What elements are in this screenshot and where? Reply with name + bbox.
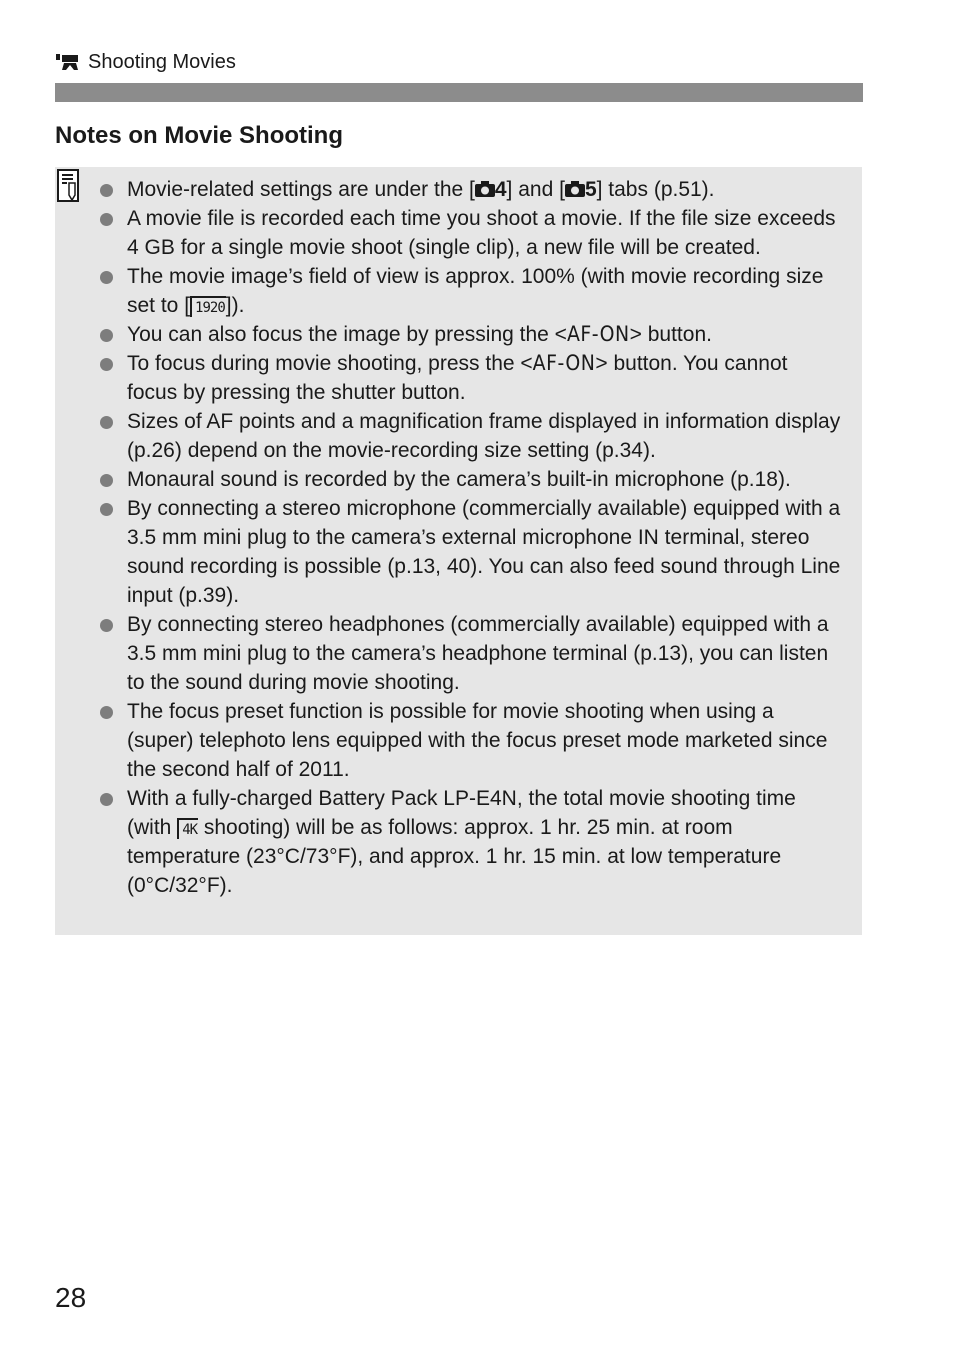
bullet [100,213,113,226]
header-rule [55,83,863,102]
bullet [100,329,113,342]
camera-tab-icon [565,181,585,197]
running-head [56,50,236,74]
list-item: To focus during movie shooting, press the <AF-ON> button. You cannot focus by pressing the shutter button. [127,349,843,407]
movie-size-4k-icon: 4K [177,818,198,839]
list-item: A movie file is recorded each time you shoot a movie. If the file size exceeds 4 GB for a single movie shoot (single clip), a new file will be created. [127,204,843,262]
tab-number: 4 [494,178,507,201]
af-on-button-label: AF-ON [566,322,630,346]
bullet [100,503,113,516]
bullet [100,184,113,197]
movie-camera-icon [56,53,80,71]
bullet [100,358,113,371]
list-item: The focus preset function is possible for movie shooting when using a (super) telephoto lens equipped with the focus preset mode marketed since the second half of 2011. [127,697,843,784]
page-number: 28 [55,1282,87,1313]
note-list [127,175,843,900]
bullet [100,793,113,806]
list-item: By connecting a stereo microphone (commercially available) equipped with a 3.5 mm mini plug to the camera’s external microphone IN terminal, stereo sound recording is possible (p.13, 40). You can also feed sound through Line input (p.39). [127,494,843,610]
tab-number: 5 [584,178,597,201]
list-item: The movie image’s field of view is approx. 100% (with movie recording size set to [ 1920]). [127,262,843,320]
bullet [100,619,113,632]
list-item: By connecting stereo headphones (commercially available) equipped with a 3.5 mm mini plug to the camera’s headphone terminal (p.13), you can listen to the sound during movie shooting. [127,610,843,697]
bullet [100,706,113,719]
list-item: You can also focus the image by pressing the <AF-ON> button. [127,320,843,349]
movie-size-1920-icon: 1920 [190,296,226,317]
section-label: Shooting Movies [88,51,236,73]
list-item: Sizes of AF points and a magnification frame displayed in information display (p.26) depend on the movie-recording size setting (p.34). [127,407,843,465]
bullet [100,416,113,429]
page-title: Notes on Movie Shooting [55,122,343,149]
camera-tab-icon [475,181,495,197]
af-on-button-label: AF-ON [532,351,596,375]
bullet [100,271,113,284]
bullet [100,474,113,487]
note-box [55,167,862,935]
memo-icon [57,169,81,203]
list-item: Movie-related settings are under the [ 4] and [ 5] tabs (p.51). [127,175,843,204]
list-item: Monaural sound is recorded by the camera’s built-in microphone (p.18). [127,465,843,494]
list-item: With a fully-charged Battery Pack LP-E4N, the total movie shooting time (with 4K shooting) will be as follows: approx. 1 hr. 25 min. at room temperature (23°C/73°F), and approx. 1 hr. 15 min. at low temperature (0°C/32°F). [127,784,843,900]
